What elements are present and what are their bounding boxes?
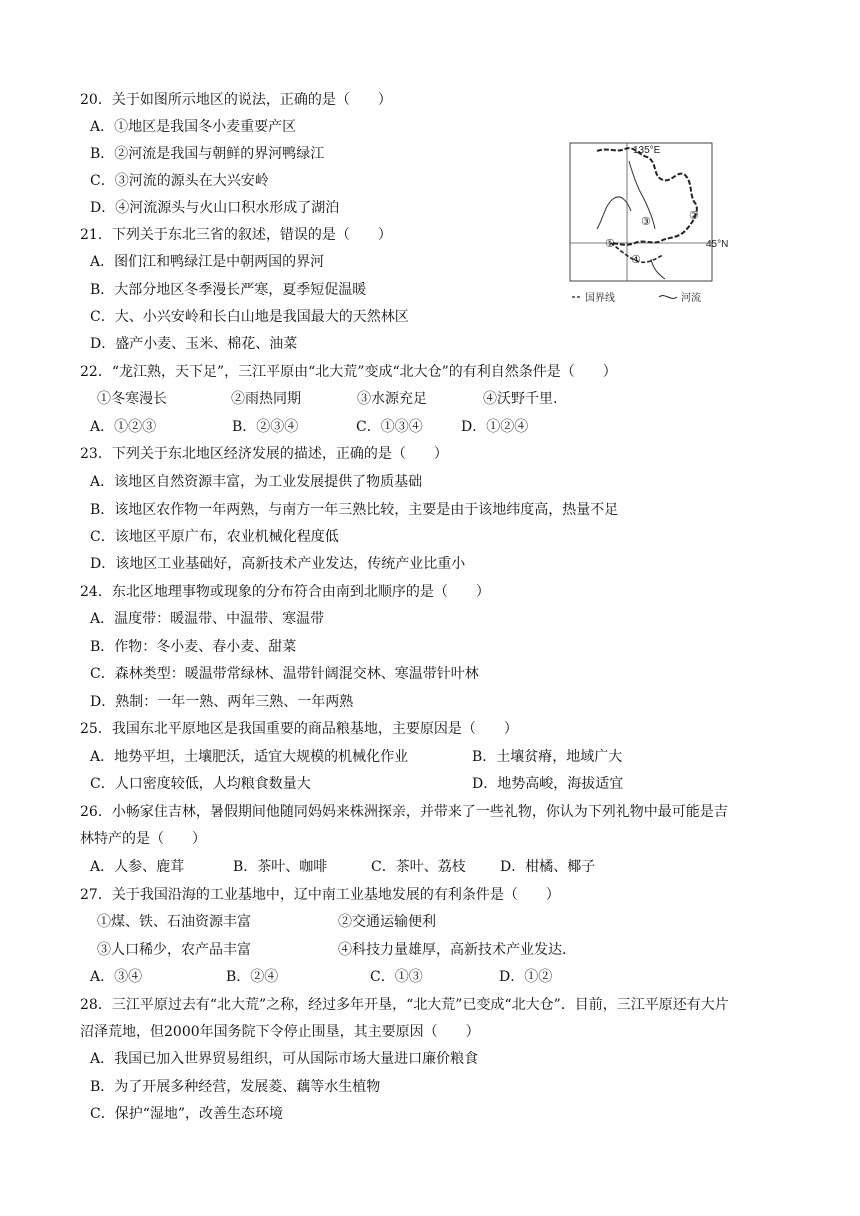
- q28-stem-line1: 28．三江平原过去有“北大荒”之称，经过多年开垦，“北大荒”已变成“北大仓”．目前，三江平原还有大片: [80, 997, 729, 1013]
- q22-item-1: ①冬寒漫长: [97, 391, 167, 407]
- q26-option-a: A．人参、鹿茸: [90, 859, 185, 875]
- q26-option-b: B．茶叶、咖啡: [233, 859, 328, 875]
- q26-option-d: D．柑橘、椰子: [500, 859, 596, 875]
- map-marker-3: ③: [641, 215, 651, 228]
- latitude-label: 45°N: [706, 239, 729, 250]
- q25-stem: 25．我国东北平原地区是我国重要的商品粮基地，主要原因是（ ）: [80, 721, 518, 737]
- q24-option-c: C．森林类型：暖温带常绿林、温带针阔混交林、寒温带针叶林: [90, 666, 479, 682]
- q23-option-d: D．该地区工业基础好，高新技术产业发达，传统产业比重小: [90, 556, 466, 572]
- q25-option-b: B．土壤贫瘠，地域广大: [472, 749, 623, 765]
- q28-option-a: A．我国已加入世界贸易组织，可从国际市场大量进口廉价粮食: [90, 1051, 479, 1067]
- q27-item-4: ④科技力量雄厚，高新技术产业发达.: [338, 942, 567, 958]
- q21-option-d: D．盛产小麦、玉米、棉花、油菜: [90, 336, 298, 352]
- q22-item-4: ④沃野千里.: [483, 391, 558, 407]
- q26-option-c: C．茶叶、荔枝: [371, 859, 466, 875]
- q24-option-b: B．作物：冬小麦、春小麦、甜菜: [90, 639, 297, 655]
- map-marker-2: ②: [689, 209, 699, 222]
- q20-option-b: B．②河流是我国与朝鲜的界河鸭绿江: [90, 146, 325, 162]
- q25-option-c: C．人口密度较低，人均粮食数量大: [90, 776, 311, 792]
- q22-option-c: C．①③④: [356, 419, 423, 435]
- q22-option-a: A．①②③: [90, 419, 157, 435]
- q27-item-1: ①煤、铁、石油资源丰富: [97, 914, 251, 930]
- longitude-label: 135°E: [633, 145, 661, 156]
- q22-item-3: ③水源充足: [357, 391, 427, 407]
- q27-option-b: B．②④: [226, 969, 279, 985]
- q20-option-c: C．③河流的源头在大兴安岭: [90, 173, 269, 189]
- q28-option-c: C．保护“湿地”，改善生态环境: [90, 1106, 284, 1122]
- q25-option-d: D．地势高峻，海拔适宜: [472, 776, 624, 792]
- q27-item-2: ②交通运输便利: [338, 914, 436, 930]
- q24-option-d: D．熟制：一年一熟、两年三熟、一年两熟: [90, 694, 354, 710]
- q20-option-a: A．①地区是我国冬小麦重要产区: [90, 119, 297, 135]
- q24-stem: 24．东北区地理事物或现象的分布符合由南到北顺序的是（ ）: [80, 584, 490, 600]
- q23-stem: 23．下列关于东北地区经济发展的描述，正确的是（ ）: [80, 446, 448, 462]
- q23-option-c: C．该地区平原广布，农业机械化程度低: [90, 529, 339, 545]
- q28-stem-line2: 沼泽荒地，但2000年国务院下令停止围垦，其主要原因（ ）: [80, 1024, 480, 1040]
- q27-item-3: ③人口稀少，农产品丰富: [97, 942, 251, 958]
- q26-stem-line1: 26．小畅家住吉林，暑假期间他随同妈妈来株洲探亲，并带来了一些礼物，你认为下列礼物中最可能是吉: [80, 804, 728, 820]
- q23-option-a: A．该地区自然资源丰富，为工业发展提供了物质基础: [90, 474, 423, 490]
- map-marker-4: ④: [631, 253, 641, 266]
- q20-option-d: D．④河流源头与火山口积水形成了湖泊: [90, 200, 340, 216]
- q22-item-2: ②雨热同期: [231, 391, 301, 407]
- q21-option-c: C．大、小兴安岭和长白山地是我国最大的天然林区: [90, 309, 409, 325]
- q22-stem: 22．“龙江熟，天下足”，三江平原由“北大荒”变成“北大仓”的有利自然条件是（ ）: [80, 364, 617, 380]
- q22-option-d: D．①②④: [461, 419, 529, 435]
- map-marker-1: ①: [605, 237, 615, 250]
- q27-option-c: C．①③: [370, 969, 423, 985]
- q21-option-b: B．大部分地区冬季漫长严寒，夏季短促温暖: [90, 282, 367, 298]
- q28-option-b: B．为了开展多种经营，发展菱、藕等水生植物: [90, 1079, 381, 1095]
- q25-option-a: A．地势平坦，土壤肥沃，适宜大规模的机械化作业: [90, 749, 409, 765]
- q22-option-b: B．②③④: [232, 419, 299, 435]
- q21-stem: 21．下列关于东北三省的叙述，错误的是（ ）: [80, 227, 392, 243]
- legend-river-label: 河流: [681, 293, 701, 304]
- region-map-figure: [567, 139, 732, 305]
- region-map: [567, 139, 732, 305]
- q24-option-a: A．温度带：暖温带、中温带、寒温带: [90, 611, 325, 627]
- q27-option-a: A．③④: [90, 969, 143, 985]
- q21-option-a: A．图们江和鸭绿江是中朝两国的界河: [90, 254, 325, 270]
- q26-stem-line2: 林特产的是（ ）: [80, 831, 206, 847]
- q23-option-b: B．该地区农作物一年两熟，与南方一年三熟比较，主要是由于该地纬度高，热量不足: [90, 502, 619, 518]
- legend-border-label: 国界线: [585, 293, 615, 304]
- q27-option-d: D．①②: [499, 969, 553, 985]
- q27-stem: 27．关于我国沿海的工业基地中，辽中南工业基地发展的有利条件是（ ）: [80, 887, 560, 903]
- q20-stem: 20．关于如图所示地区的说法，正确的是（ ）: [80, 92, 392, 108]
